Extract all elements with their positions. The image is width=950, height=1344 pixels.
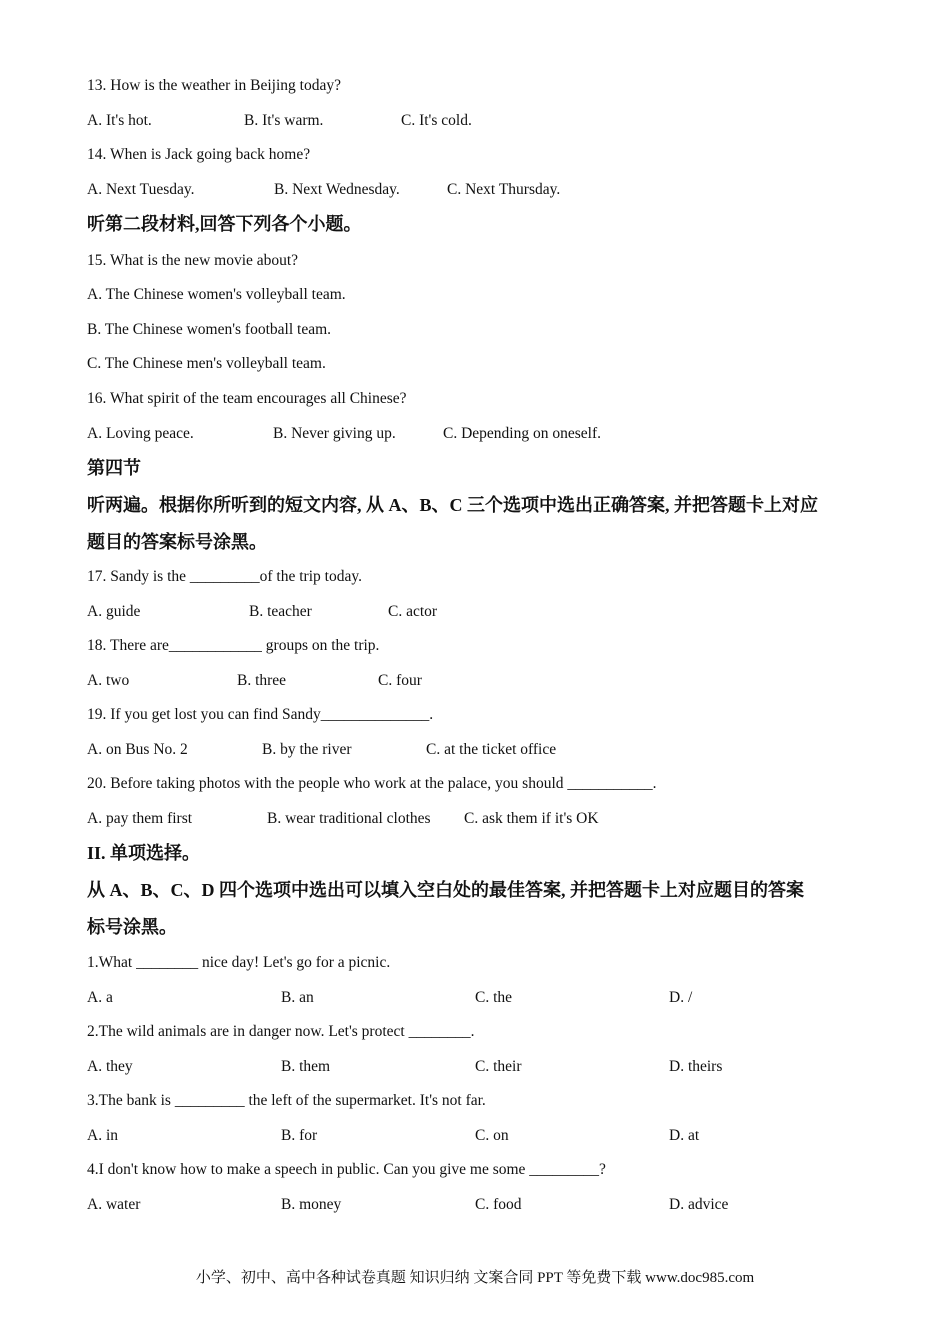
- mc3-option-a: A. in: [87, 1127, 118, 1144]
- q20-option-b: B. wear traditional clothes: [267, 810, 431, 827]
- question-20: 20. Before taking photos with the people who work at the palace, you should ___________.: [87, 775, 657, 792]
- q17-option-c: C. actor: [388, 603, 438, 620]
- q14-option-a: A. Next Tuesday.: [87, 181, 195, 198]
- q19-option-a: A. on Bus No. 2: [87, 741, 188, 758]
- mc4-option-c: C. food: [475, 1196, 522, 1213]
- q13-option-a: A. It's hot.: [87, 112, 152, 129]
- section-ii-instruction-2: 标号涂黑。: [87, 917, 177, 937]
- question-18: 18. There are____________ groups on the trip.: [87, 637, 380, 654]
- q19-option-c: C. at the ticket office: [426, 741, 557, 758]
- part-4-title: 第四节: [87, 458, 141, 478]
- question-13: 13. How is the weather in Beijing today?: [87, 77, 341, 94]
- question-15: 15. What is the new movie about?: [87, 252, 299, 269]
- page-footer: 小学、初中、高中各种试卷真题 知识归纳 文案合同 PPT 等免费下载 www.doc985.com: [195, 1270, 755, 1286]
- section-2-heading: 听第二段材料,回答下列各个小题。: [87, 214, 362, 234]
- q15-option-a: A. The Chinese women's volleyball team.: [87, 286, 346, 303]
- q18-option-b: B. three: [237, 672, 287, 689]
- section-ii-title: II. 单项选择。: [87, 843, 201, 863]
- mc-question-4: 4.I don't know how to make a speech in public. Can you give me some _________?: [87, 1161, 606, 1178]
- mc-question-1: 1.What ________ nice day! Let's go for a picnic.: [87, 954, 391, 971]
- q15-option-b: B. The Chinese women's football team.: [87, 321, 332, 338]
- mc4-option-a: A. water: [87, 1196, 141, 1213]
- q20-option-c: C. ask them if it's OK: [464, 810, 599, 827]
- q17-option-a: A. guide: [87, 603, 141, 620]
- mc2-option-a: A. they: [87, 1058, 133, 1075]
- mc1-option-c: C. the: [475, 989, 513, 1006]
- mc4-option-d: D. advice: [669, 1196, 729, 1213]
- q17-option-b: B. teacher: [249, 603, 312, 620]
- q16-option-a: A. Loving peace.: [87, 425, 194, 442]
- mc1-option-d: D. /: [669, 989, 693, 1006]
- question-17: 17. Sandy is the _________of the trip today.: [87, 568, 362, 585]
- mc1-option-a: A. a: [87, 989, 113, 1006]
- mc1-option-b: B. an: [281, 989, 314, 1006]
- mc-question-3: 3.The bank is _________ the left of the supermarket. It's not far.: [87, 1092, 486, 1109]
- mc2-option-c: C. their: [475, 1058, 522, 1075]
- question-19: 19. If you get lost you can find Sandy______________.: [87, 706, 434, 723]
- q14-option-b: B. Next Wednesday.: [274, 181, 400, 198]
- mc2-option-d: D. theirs: [669, 1058, 723, 1075]
- mc3-option-d: D. at: [669, 1127, 700, 1144]
- part-4-instruction-1: 听两遍。根据你所听到的短文内容, 从 A、B、C 三个选项中选出正确答案, 并把答题卡上对应: [87, 495, 818, 515]
- q16-option-c: C. Depending on oneself.: [443, 425, 601, 442]
- q13-option-b: B. It's warm.: [244, 112, 324, 129]
- q19-option-b: B. by the river: [262, 741, 352, 758]
- question-14: 14. When is Jack going back home?: [87, 146, 311, 163]
- q13-option-c: C. It's cold.: [401, 112, 472, 129]
- mc-question-2: 2.The wild animals are in danger now. Let's protect ________.: [87, 1023, 475, 1040]
- q18-option-c: C. four: [378, 672, 422, 689]
- mc4-option-b: B. money: [281, 1196, 342, 1213]
- q16-option-b: B. Never giving up.: [273, 425, 396, 442]
- mc3-option-b: B. for: [281, 1127, 318, 1144]
- mc3-option-c: C. on: [475, 1127, 509, 1144]
- q20-option-a: A. pay them first: [87, 810, 193, 827]
- section-ii-instruction-1: 从 A、B、C、D 四个选项中选出可以填入空白处的最佳答案, 并把答题卡上对应题目的答案: [87, 880, 804, 900]
- q14-option-c: C. Next Thursday.: [447, 181, 561, 198]
- q15-option-c: C. The Chinese men's volleyball team.: [87, 355, 326, 372]
- question-16: 16. What spirit of the team encourages all Chinese?: [87, 390, 407, 407]
- part-4-instruction-2: 题目的答案标号涂黑。: [87, 532, 267, 552]
- q18-option-a: A. two: [87, 672, 130, 689]
- mc2-option-b: B. them: [281, 1058, 331, 1075]
